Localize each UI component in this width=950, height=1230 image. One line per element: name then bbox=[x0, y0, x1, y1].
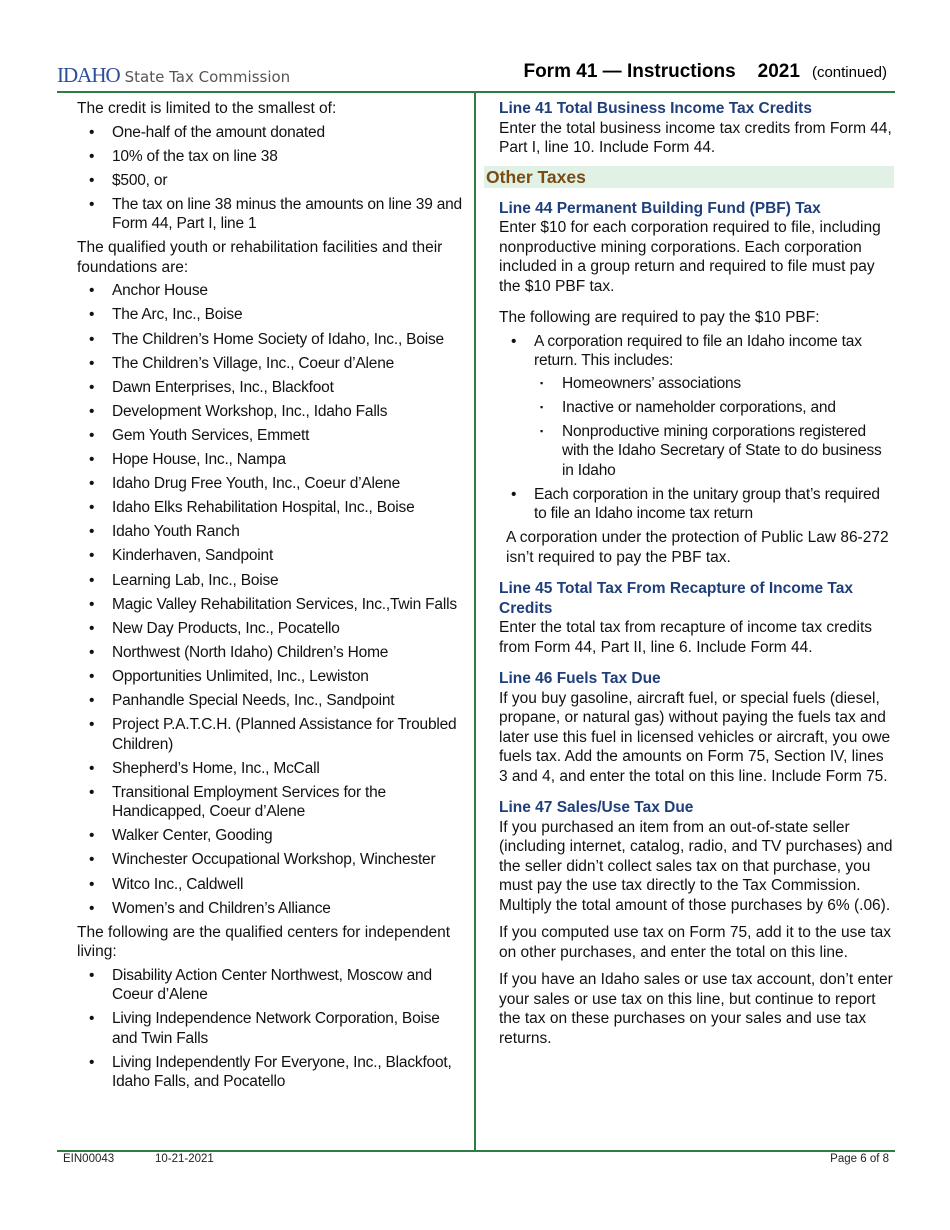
right-column bbox=[486, 99, 894, 1052]
pbf-sub-list bbox=[534, 374, 894, 481]
centers-intro: The following are the qualified centers for independent living: bbox=[77, 923, 451, 961]
list-item: • Gem Youth Services, Emmett bbox=[77, 426, 462, 446]
list-item: • Living Independently For Everyone, Inc., Blackfoot, Idaho Falls, and Pocatello bbox=[77, 1053, 462, 1092]
form-code: EIN00043 bbox=[63, 1153, 115, 1165]
idaho-logo bbox=[57, 63, 290, 88]
other-taxes-heading: Other Taxes bbox=[484, 166, 894, 188]
pbf-intro: The following are required to pay the $10 PBF: bbox=[499, 309, 820, 326]
list-item: • Women’s and Children’s Alliance bbox=[77, 899, 462, 919]
line47-text: If you computed use tax on Form 75, add it to the use tax on other purchases, and enter the total on this line. bbox=[499, 924, 892, 961]
facilities-list bbox=[77, 281, 462, 918]
list-item: • Walker Center, Gooding bbox=[77, 826, 462, 846]
list-item: • Witco Inc., Caldwell bbox=[77, 875, 462, 895]
line41-heading: Line 41 Total Business Income Tax Credits bbox=[499, 100, 812, 117]
logo-text: State Tax Commission bbox=[124, 68, 291, 86]
list-item: • Kinderhaven, Sandpoint bbox=[77, 546, 462, 566]
list-item bbox=[499, 332, 894, 481]
page-number: Page 6 of 8 bbox=[830, 1153, 889, 1165]
list-item: • Panhandle Special Needs, Inc., Sandpoint bbox=[77, 691, 462, 711]
list-item: • $500, or bbox=[77, 171, 462, 191]
line46-heading: Line 46 Fuels Tax Due bbox=[499, 670, 661, 688]
header-rule bbox=[57, 91, 895, 93]
line44-heading: Line 44 Permanent Building Fund (PBF) Tax bbox=[499, 199, 821, 217]
list-item: • New Day Products, Inc., Pocatello bbox=[77, 619, 462, 639]
list-item: • Shepherd’s Home, Inc., McCall bbox=[77, 759, 462, 779]
form-title bbox=[523, 61, 887, 83]
pbf-item-text: A corporation required to file an Idaho income tax return. This includes: bbox=[534, 332, 862, 369]
line41-text: Enter the total business income tax credits from Form 44, Part I, line 10. Include Form 44. bbox=[499, 119, 892, 156]
line45-heading: Line 45 Total Tax From Recapture of Income Tax Credits bbox=[499, 580, 853, 617]
pbf-exempt-text: A corporation under the protection of Public Law 86-272 isn’t required to pay the PBF tax. bbox=[506, 529, 889, 566]
list-item: • Opportunities Unlimited, Inc., Lewiston bbox=[77, 667, 462, 687]
credit-limits-list bbox=[77, 123, 462, 234]
list-item: • Project P.A.T.C.H. (Planned Assistance for Troubled Children) bbox=[77, 715, 462, 754]
list-item: • The Children’s Home Society of Idaho, Inc., Boise bbox=[77, 330, 462, 350]
list-item: • Hope House, Inc., Nampa bbox=[77, 450, 462, 470]
pbf-list bbox=[499, 332, 894, 524]
list-item: • Winchester Occupational Workshop, Winchester bbox=[77, 850, 462, 870]
continued-label: (continued) bbox=[811, 64, 887, 81]
line47-text: If you purchased an item from an out-of-state seller (including internet, catalog, radio, and TV purchases) and the seller didn’t collect sales tax on that purchase, you must pay the use tax directly to the Tax Commission. Multiply the total amount of those purchases by 6% (.06). bbox=[499, 818, 893, 914]
list-item: ▪ Homeowners’ associations bbox=[534, 374, 894, 394]
list-item: • Each corporation in the unitary group that’s required to file an Idaho income tax return bbox=[499, 485, 894, 524]
list-item: • One-half of the amount donated bbox=[77, 123, 462, 143]
line45-text: Enter the total tax from recapture of income tax credits from Form 44, Part II, line 6. Include Form 44. bbox=[499, 619, 873, 656]
list-item: • Development Workshop, Inc., Idaho Falls bbox=[77, 402, 462, 422]
line46-text: If you buy gasoline, aircraft fuel, or special fuels (diesel, propane, or natural gas) without paying the fuels tax and later use this fuel in licensed vehicles or aircraft, you owe fuels tax. Add the amounts on Form 75, Section IV, lines 3 and 4, and enter the total on this line. Include Form 75. bbox=[499, 689, 891, 785]
list-item: • 10% of the tax on line 38 bbox=[77, 147, 462, 167]
credit-intro: The credit is limited to the smallest of: bbox=[77, 100, 337, 117]
revision-date: 10-21-2021 bbox=[155, 1153, 214, 1165]
column-divider bbox=[474, 92, 476, 1151]
list-item: • Transitional Employment Services for the Handicapped, Coeur d’Alene bbox=[77, 783, 462, 822]
list-item: • Idaho Youth Ranch bbox=[77, 522, 462, 542]
list-item: • The tax on line 38 minus the amounts on line 39 and Form 44, Part I, line 1 bbox=[77, 195, 462, 234]
left-column bbox=[77, 99, 462, 1097]
logo-mark: IDAHO bbox=[57, 63, 120, 87]
form-name: Form 41 — Instructions bbox=[523, 61, 736, 82]
line47-text: If you have an Idaho sales or use tax account, don’t enter your sales or use tax on this line, but continue to report the tax on these purchases on your sales and use tax returns. bbox=[499, 971, 893, 1047]
form-year: 2021 bbox=[757, 61, 800, 82]
list-item: • Dawn Enterprises, Inc., Blackfoot bbox=[77, 378, 462, 398]
list-item: • Northwest (North Idaho) Children’s Home bbox=[77, 643, 462, 663]
list-item: • The Children’s Village, Inc., Coeur d’Alene bbox=[77, 354, 462, 374]
list-item: • Anchor House bbox=[77, 281, 462, 301]
list-item: • The Arc, Inc., Boise bbox=[77, 305, 462, 325]
line44-text: Enter $10 for each corporation required to file, including nonproductive mining corporations. Each corporation included in a group return and required to file must pay the $10 PBF tax. bbox=[499, 219, 881, 295]
list-item: • Idaho Drug Free Youth, Inc., Coeur d’Alene bbox=[77, 474, 462, 494]
list-item: • Magic Valley Rehabilitation Services, Inc.,Twin Falls bbox=[77, 595, 462, 615]
page-header bbox=[57, 58, 895, 88]
line47-heading: Line 47 Sales/Use Tax Due bbox=[499, 799, 694, 817]
facilities-intro: The qualified youth or rehabilitation facilities and their foundations are: bbox=[77, 239, 443, 276]
footer-rule bbox=[57, 1150, 895, 1152]
list-item: • Learning Lab, Inc., Boise bbox=[77, 571, 462, 591]
list-item: • Idaho Elks Rehabilitation Hospital, Inc., Boise bbox=[77, 498, 462, 518]
list-item: ▪ Inactive or nameholder corporations, and bbox=[534, 398, 894, 418]
centers-list bbox=[77, 966, 462, 1092]
list-item: • Living Independence Network Corporation, Boise and Twin Falls bbox=[77, 1009, 462, 1048]
list-item: ▪ Nonproductive mining corporations registered with the Idaho Secretary of State to do business in Idaho bbox=[534, 422, 894, 481]
list-item: • Disability Action Center Northwest, Moscow and Coeur d’Alene bbox=[77, 966, 462, 1005]
